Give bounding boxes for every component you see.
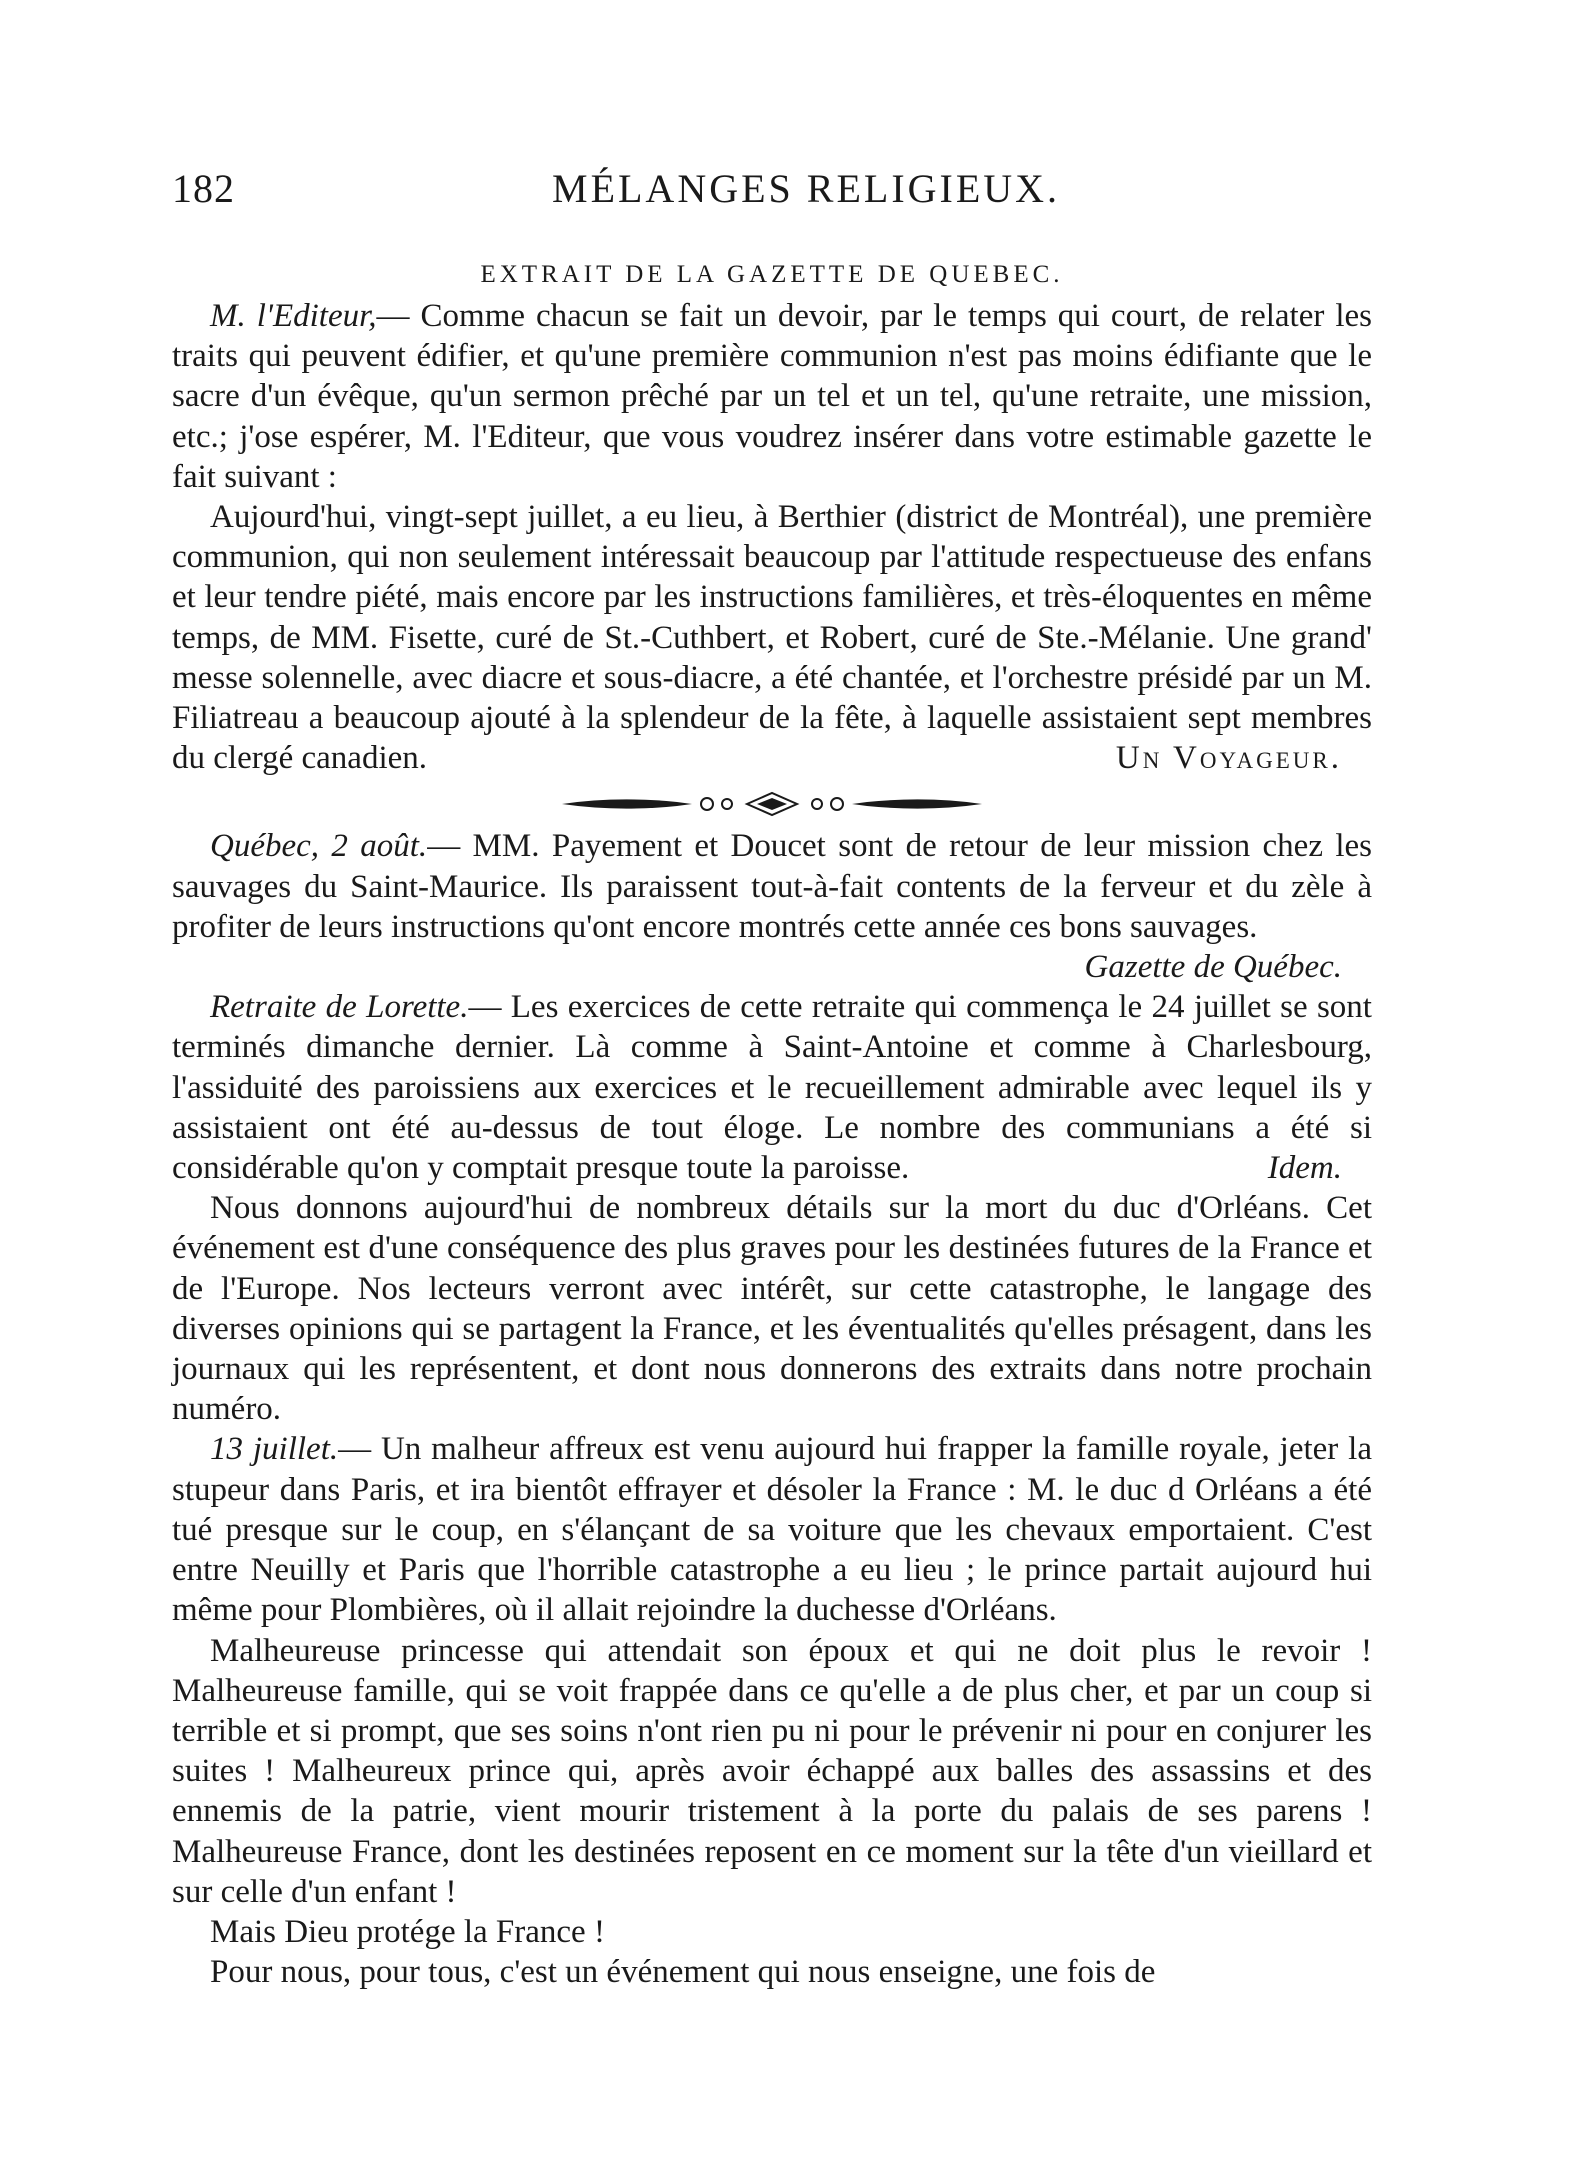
- running-title: MÉLANGES RELIGIEUX.: [552, 166, 1061, 211]
- dieu-paragraph: Mais Dieu protége la France !: [210, 1913, 605, 1950]
- ornament-divider: [557, 790, 987, 818]
- communion-paragraph: [172, 497, 1372, 778]
- quebec-source: Gazette de Québec.: [1084, 949, 1342, 986]
- editor-letter-paragraph: [172, 296, 1372, 497]
- quebec-dateline: Québec, 2 août.: [210, 828, 428, 865]
- lorette-text: — Les exercices de cette retraite qui commença le 24 juillet se sont terminés dimanche dernier. Là comme à Saint-Antoine et comme à Charlesbourg, l'assiduité des paroissiens aux exercices et le recueillement admirable avec lequel ils y assistaient ont été au-dessus de tout éloge. Le nombre des communians a été si considérable qu'on y comptait presque toute la paroisse.: [172, 989, 1372, 1187]
- july-paragraph: [172, 1429, 1372, 1630]
- salutation: M. l'Editeur,: [210, 298, 377, 334]
- quebec-paragraph: [172, 826, 1372, 986]
- lorette-title: Retraite de Lorette.: [210, 989, 469, 1026]
- communion-text: Aujourd'hui, vingt-sept juillet, a eu lieu, à Berthier (district de Montréal), une première communion, qui non seulement intéressait beaucoup par l'attitude respectueuse des enfans et leur tendre piété, mais encore par les instructions familières, et très-éloquentes en même temps, de MM. Fisette, curé de St.-Cuthbert, et Robert, curé de Ste.-Mélanie. Une grand' messe solennelle, avec diacre et sous-diacre, a été chantée, et l'orchestre présidé par un M. Filiatreau a beaucoup ajouté à la splendeur de la fête, à laquelle assistaient sept membres du clergé canadien.: [172, 499, 1372, 777]
- page-number: 182: [172, 166, 235, 211]
- body-text: [172, 258, 1372, 1992]
- july-text: — Un malheur affreux est venu aujourd hui frapper la famille royale, jeter la stupeur dans Paris, et ira bientôt effrayer et désoler la France : M. le duc d Orléans a été tué presque sur le coup, en s'élançant de sa voiture que les chevaux emportaient. C'est entre Neuilly et Paris que l'horrible catastrophe a eu lieu ; le prince partait aujourd hui même pour Plombières, où il allait rejoindre la duchesse d'Orléans.: [172, 1431, 1372, 1629]
- lorette-paragraph: [172, 987, 1372, 1188]
- signature: Un Voyageur.: [1115, 740, 1342, 777]
- lament-paragraph: Malheureuse princesse qui attendait son époux et qui ne doit plus le revoir ! Malheureuse famille, qui se voit frappée dans ce qu'elle a de plus cher, et par un coup si terrible et si prompt, que ses soins n'ont rien pu ni pour le prévenir ni pour en conjurer les suites ! Malheureux prince qui, après avoir échappé aux balles des assassins et des ennemis de la patrie, vient mourir tristement à la porte du palais de ses parens ! Malheureuse France, dont les destinées reposent en ce moment sur la tête d'un vieillard et sur celle d'un enfant !: [172, 1632, 1372, 1910]
- quebec-text: — MM. Payement et Doucet sont de retour de leur mission chez les sauvages du Saint-Maurice. Ils paraissent tout-à-fait contents de la ferveur et du zèle à profiter de leurs instructions qu'ont encore montrés cette année ces bons sauvages.: [172, 828, 1372, 945]
- closing-paragraph: Pour nous, pour tous, c'est un événement qui nous enseigne, une fois de: [210, 1954, 1156, 1991]
- orleans-intro-paragraph: Nous donnons aujourd'hui de nombreux détails sur la mort du duc d'Orléans. Cet événement est d'une conséquence des plus graves pour les destinées futures de la France et de l'Europe. Nos lecteurs verront avec intérêt, sur cette catastrophe, le langage des diverses opinions qui se partagent la France, et les éventualités qu'elles présagent, dans les journaux qui les représentent, et dont nous donnerons des extraits dans notre prochain numéro.: [172, 1190, 1372, 1428]
- lorette-source: Idem.: [1267, 1150, 1342, 1187]
- section-heading: EXTRAIT DE LA GAZETTE DE QUEBEC.: [480, 261, 1064, 288]
- editor-letter-text: — Comme chacun se fait un devoir, par le temps qui court, de relater les traits qui peuvent édifier, et qu'une première communion n'est pas moins édifiante que le sacre d'un évêque, qu'un sermon prêché par un tel et un tel, qu'une retraite, une mission, etc.; j'ose espérer, M. l'Editeur, que vous voudrez insérer dans votre estimable gazette le fait suivant :: [172, 298, 1372, 495]
- page-header: [172, 165, 1372, 225]
- july-date: 13 juillet.: [210, 1431, 339, 1468]
